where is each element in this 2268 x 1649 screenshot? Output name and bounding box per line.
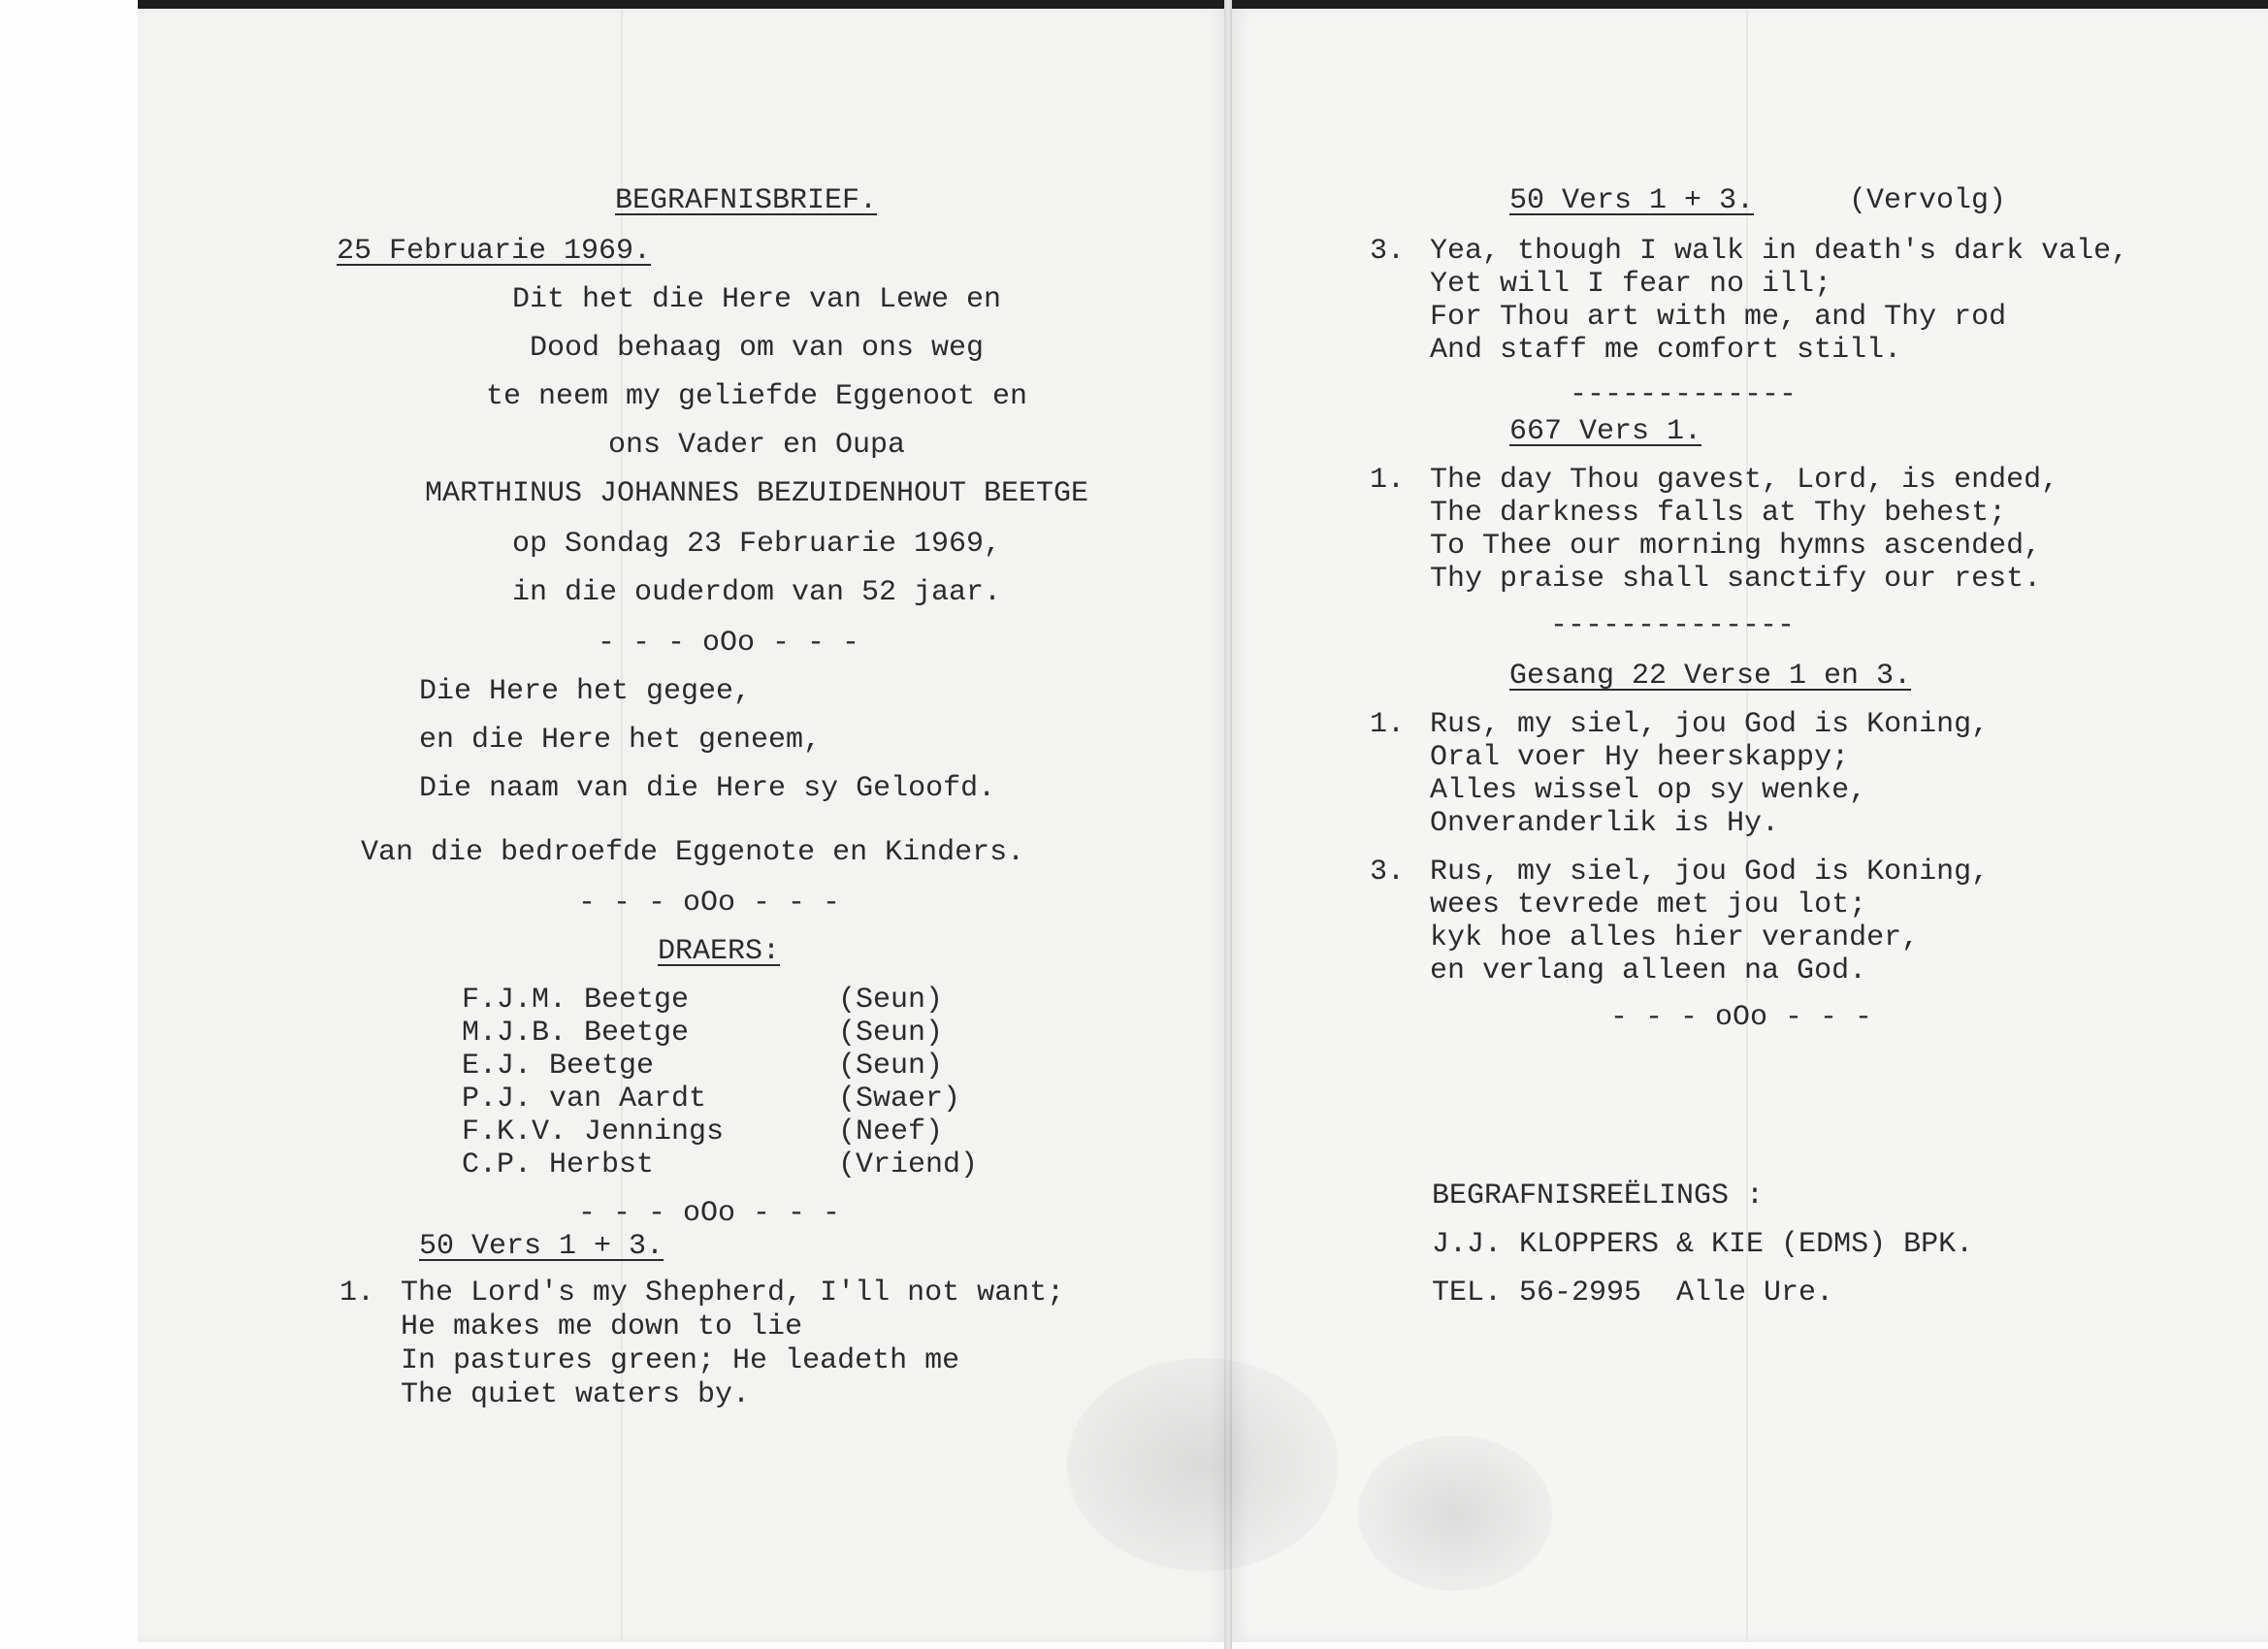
separator: - - - oOo - - - [578,887,841,920]
hymn-line: The day Thou gavest, Lord, is ended, [1430,464,2059,497]
bearer-relation: (Seun) [838,984,944,1017]
verse-number: 1. [1370,464,1406,497]
bearer-name: C.P. Herbst [462,1148,655,1181]
undertaker-telephone: TEL. 56-2995 Alle Ure. [1432,1277,1834,1310]
hymn-line: He makes me down to lie [401,1310,803,1343]
hymn-heading-continued: 50 Vers 1 + 3. [1509,184,1755,217]
hymn-line: To Thee our morning hymns ascended, [1430,530,2042,563]
bearer-name: F.K.V. Jennings [462,1116,725,1148]
verse-number: 1. [1370,708,1406,741]
document-title: BEGRAFNISBRIEF. [615,184,878,217]
hymn-line: Alles wissel op sy wenke, [1430,774,1867,807]
separator: - - - oOo - - - [598,627,860,660]
from-line: Van die bedroefde Eggenote en Kinders. [361,836,1025,869]
verse-line: en die Here het geneem, [419,724,822,757]
scan-top-edge [138,0,2268,9]
hymn-line: The quiet waters by. [401,1378,751,1411]
intro-line: Dit het die Here van Lewe en [511,283,1002,316]
intro-line: Dood behaag om van ons weg [529,332,985,365]
hymn-line: The Lord's my Shepherd, I'll not want; [401,1277,1065,1310]
hymn-line: Yea, though I walk in death's dark vale, [1430,235,2129,268]
hymn-line: wees tevrede met jou lot; [1430,889,1867,922]
hymn-heading: 667 Vers 1. [1509,415,1702,448]
separator: - - - oOo - - - [1610,1001,1873,1034]
hymn-line: The darkness falls at Thy behest; [1430,497,2007,530]
hymn-heading: Gesang 22 Verse 1 en 3. [1509,660,1912,693]
verse-line: Die Here het gegee, [419,675,752,708]
hymn-line: Onveranderlik is Hy. [1430,807,1780,840]
bearer-relation: (Seun) [838,1017,944,1050]
bearers-heading: DRAERS: [658,935,781,968]
hymn-line: kyk hoe alles hier verander, [1430,922,1920,954]
continued-label: (Vervolg) [1849,184,2007,217]
hymn-line: Rus, my siel, jou God is Koning, [1430,708,1990,741]
hymn-line: Rus, my siel, jou God is Koning, [1430,856,1990,889]
verse-number: 3. [1370,856,1406,889]
hymn-line: And staff me comfort still. [1430,334,1902,367]
deceased-name: MARTHINUS JOHANNES BEZUIDENHOUT BEETGE [424,477,1089,510]
bearer-relation: (Neef) [838,1116,944,1148]
intro-line: ons Vader en Oupa [607,429,906,462]
hymn-line: en verlang alleen na God. [1430,954,1867,987]
section-rule: ------------- [1570,378,1798,411]
section-rule: -------------- [1550,609,1796,642]
bearer-name: M.J.B. Beetge [462,1017,690,1050]
intro-line: te neem my geliefde Eggenoot en [485,380,1028,413]
hymn-line: For Thou art with me, and Thy rod [1430,301,2007,334]
bearer-relation: (Swaer) [838,1083,961,1116]
verse-number: 3. [1370,235,1406,268]
intro-line: op Sondag 23 Februarie 1969, [511,528,1002,561]
intro-line: in die ouderdom van 52 jaar. [511,576,1002,609]
hymn-line: In pastures green; He leadeth me [401,1344,960,1377]
bearer-name: F.J.M. Beetge [462,984,690,1017]
hymn-line: Oral voer Hy heerskappy; [1430,741,1850,774]
bearer-name: E.J. Beetge [462,1050,655,1083]
verse-number: 1. [340,1277,375,1310]
bearer-name: P.J. van Aardt [462,1083,707,1116]
paper-stain [1067,1358,1339,1571]
arrangements-heading: BEGRAFNISREËLINGS : [1432,1180,1765,1212]
hymn-line: Yet will I fear no ill; [1430,268,1832,301]
bearer-relation: (Seun) [838,1050,944,1083]
paper-stain [1358,1436,1552,1591]
undertaker-name: J.J. KLOPPERS & KIE (EDMS) BPK. [1432,1228,1974,1261]
verse-line: Die naam van die Here sy Geloofd. [419,772,996,805]
bearer-relation: (Vriend) [838,1148,979,1181]
separator: - - - oOo - - - [578,1197,841,1230]
hymn-heading: 50 Vers 1 + 3. [419,1230,664,1263]
hymn-line: Thy praise shall sanctify our rest. [1430,563,2042,596]
document-date: 25 Februarie 1969. [337,235,652,268]
